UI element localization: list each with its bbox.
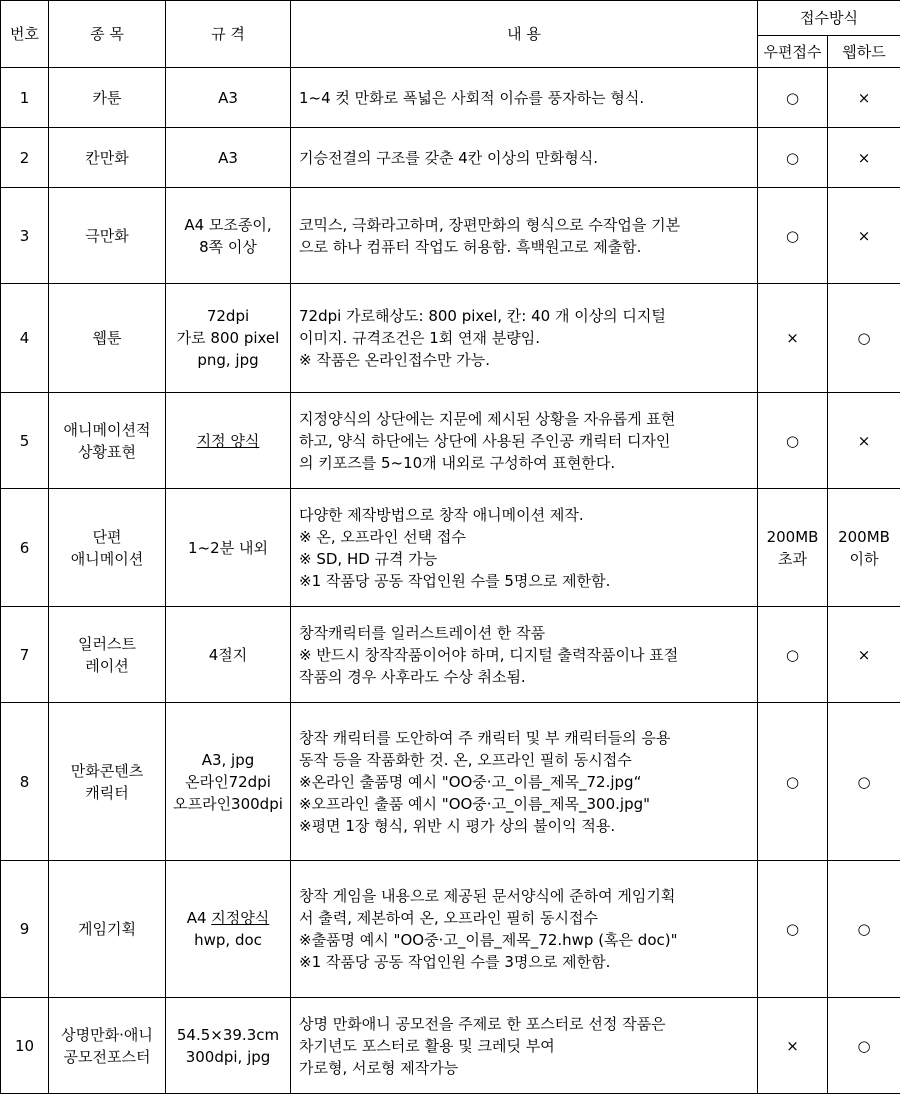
spec-cell	[166, 68, 291, 128]
webhard-submission-cell: 200MB 이하	[828, 489, 900, 607]
category-cell: 칸만화	[49, 128, 166, 188]
spec-text: A3	[218, 149, 238, 167]
table-row	[1, 393, 900, 489]
spec-text: 지정 양식	[197, 432, 260, 450]
spec-text: 54.5×39.3cm 300dpi, jpg	[177, 1026, 279, 1066]
category-cell: 애니메이션적 상황표현	[49, 393, 166, 489]
table-row	[1, 188, 900, 284]
webhard-submission-cell: ○	[828, 703, 900, 861]
row-number: 4	[1, 284, 49, 393]
description-cell: 창작 게임을 내용으로 제공된 문서양식에 준하여 게임기획 서 출력, 제본하여 온, 오프라인 필히 동시접수 ※출품명 예시 "OO중·고_이름_제목_72.hwp (혹은 doc)" ※1 작품당 공동 작업인원 수를 3명으로 제한함.	[291, 861, 758, 998]
post-submission-cell: ○	[758, 607, 828, 703]
table-row	[1, 703, 900, 861]
description-cell: 창작캐릭터를 일러스트레이션 한 작품 ※ 반드시 창작작품이어야 하며, 디지털 출력작품이나 표절 작품의 경우 사후라도 수상 취소됨.	[291, 607, 758, 703]
post-submission-cell: ○	[758, 393, 828, 489]
category-cell: 카툰	[49, 68, 166, 128]
description-cell: 1~4 컷 만화로 폭넓은 사회적 이슈를 풍자하는 형식.	[291, 68, 758, 128]
row-number: 6	[1, 489, 49, 607]
post-submission-cell: ×	[758, 998, 828, 1094]
spec-text: 72dpi 가로 800 pixel png, jpg	[177, 307, 280, 369]
webhard-submission-cell: ×	[828, 393, 900, 489]
row-number: 3	[1, 188, 49, 284]
spec-cell	[166, 607, 291, 703]
post-submission-cell: ○	[758, 188, 828, 284]
description-cell: 코믹스, 극화라고하며, 장편만화의 형식으로 수작업을 기본 으로 하나 컴퓨터 작업도 허용함. 흑백원고로 제출함.	[291, 188, 758, 284]
header-spec: 규 격	[166, 1, 291, 68]
description-cell: 상명 만화애니 공모전을 주제로 한 포스터로 선정 작품은 차기년도 포스터로 활용 및 크레딧 부여 가로형, 서로형 제작가능	[291, 998, 758, 1094]
spec-cell	[166, 489, 291, 607]
post-submission-cell: ×	[758, 284, 828, 393]
webhard-submission-cell: ○	[828, 284, 900, 393]
row-number: 8	[1, 703, 49, 861]
table-row	[1, 489, 900, 607]
webhard-submission-cell: ×	[828, 68, 900, 128]
spec-cell	[166, 188, 291, 284]
spec-text: 1~2분 내외	[188, 539, 268, 557]
spec-cell	[166, 998, 291, 1094]
category-cell: 게임기획	[49, 861, 166, 998]
description-cell: 기승전결의 구조를 갖춘 4칸 이상의 만화형식.	[291, 128, 758, 188]
header-no: 번호	[1, 1, 49, 68]
row-number: 5	[1, 393, 49, 489]
post-submission-cell: 200MB 초과	[758, 489, 828, 607]
webhard-submission-cell: ○	[828, 998, 900, 1094]
description-cell: 72dpi 가로해상도: 800 pixel, 칸: 40 개 이상의 디지털 이미지. 규격조건은 1회 연재 분량임. ※ 작품은 온라인접수만 가능.	[291, 284, 758, 393]
spec-text: A3	[218, 89, 238, 107]
row-number: 10	[1, 998, 49, 1094]
category-cell: 만화콘텐츠 캐릭터	[49, 703, 166, 861]
post-submission-cell: ○	[758, 703, 828, 861]
webhard-submission-cell: ×	[828, 607, 900, 703]
post-submission-cell: ○	[758, 68, 828, 128]
webhard-submission-cell: ○	[828, 861, 900, 998]
category-cell: 단편 애니메이션	[49, 489, 166, 607]
post-submission-cell: ○	[758, 861, 828, 998]
header-submission-method: 접수방식	[758, 1, 900, 36]
spec-text: 지정양식	[211, 909, 269, 927]
header-category: 종 목	[49, 1, 166, 68]
header-webhard: 웹하드	[828, 36, 900, 68]
spec-text: A4 모조종이, 8쪽 이상	[184, 216, 271, 256]
table-row	[1, 128, 900, 188]
spec-suffix: hwp, doc	[194, 931, 262, 949]
spec-cell	[166, 703, 291, 861]
webhard-submission-cell: ×	[828, 188, 900, 284]
table-body	[1, 68, 900, 1094]
category-cell: 웹툰	[49, 284, 166, 393]
description-cell: 다양한 제작방법으로 창작 애니메이션 제작. ※ 온, 오프라인 선택 접수 ※ SD, HD 규격 가능 ※1 작품당 공동 작업인원 수를 5명으로 제한함.	[291, 489, 758, 607]
row-number: 9	[1, 861, 49, 998]
description-cell: 창작 캐릭터를 도안하여 주 캐릭터 및 부 캐릭터들의 응용 동작 등을 작품화한 것. 온, 오프라인 필히 동시접수 ※온라인 출품명 예시 "OO중·고_이름_제목_72.jpg“ ※오프라인 출품 예시 "OO중·고_이름_제목_300.jpg" ※평면 1장 형식, 위반 시 평가 상의 불이익 적용.	[291, 703, 758, 861]
table-row	[1, 998, 900, 1094]
category-cell: 상명만화·애니 공모전포스터	[49, 998, 166, 1094]
table-row	[1, 861, 900, 998]
table-row	[1, 607, 900, 703]
row-number: 2	[1, 128, 49, 188]
description-cell: 지정양식의 상단에는 지문에 제시된 상황을 자유롭게 표현 하고, 양식 하단에는 상단에 사용된 주인공 캐릭터 디자인 의 키포즈를 5~10개 내외로 구성하여 표현한다.	[291, 393, 758, 489]
table-row	[1, 68, 900, 128]
header-content: 내 용	[291, 1, 758, 68]
row-number: 7	[1, 607, 49, 703]
spec-text: 4절지	[209, 646, 248, 664]
spec-cell	[166, 284, 291, 393]
spec-prefix: A4	[187, 909, 212, 927]
row-number: 1	[1, 68, 49, 128]
spec-cell	[166, 393, 291, 489]
category-cell: 일러스트 레이션	[49, 607, 166, 703]
category-cell: 극만화	[49, 188, 166, 284]
spec-text: A3, jpg 온라인72dpi 오프라인300dpi	[173, 751, 283, 813]
table-row	[1, 284, 900, 393]
spec-cell	[166, 128, 291, 188]
header-post: 우편접수	[758, 36, 828, 68]
post-submission-cell: ○	[758, 128, 828, 188]
spec-cell	[166, 861, 291, 998]
webhard-submission-cell: ×	[828, 128, 900, 188]
